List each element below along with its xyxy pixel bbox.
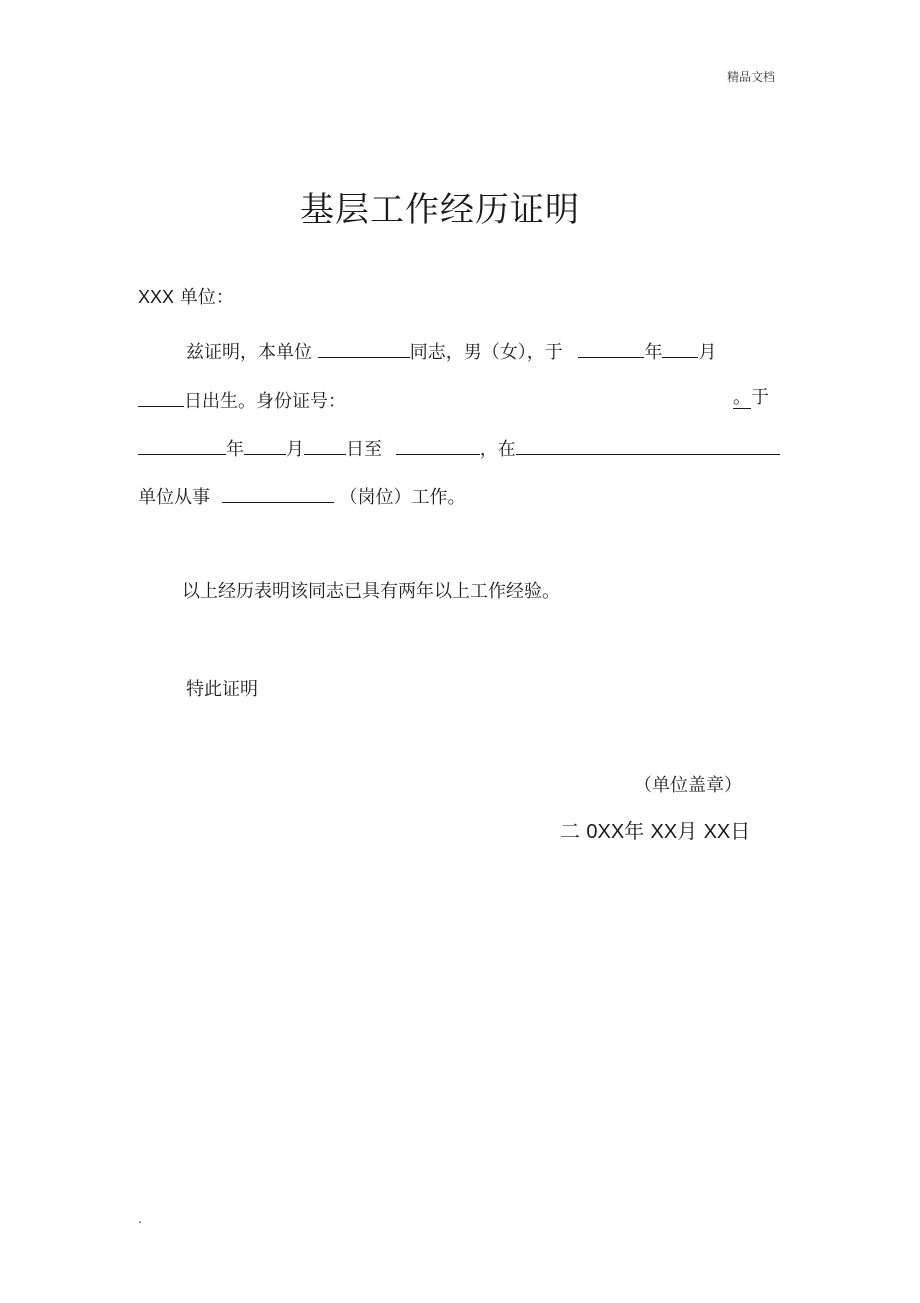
start-day-blank[interactable] [304,434,346,455]
para1-text-5: 日出生。身份证号： [184,391,346,412]
experience-statement: 以上经历表明该同志已具有两年以上工作经验。 [182,581,560,602]
position-blank[interactable] [222,482,334,503]
date-prefix: 二 [560,819,580,843]
para1-text-3: 年 [644,342,663,363]
date-line [560,818,750,845]
date-day: XX [703,821,731,843]
start-month-blank[interactable] [244,434,286,455]
id-number-end-mark: 。 [733,387,751,408]
certificate-line-4 [138,482,465,510]
para1-text-13: （岗位）工作。 [339,487,466,508]
birth-year-blank[interactable] [578,337,644,358]
para1-text-8: 年 [226,439,244,460]
closing-text: 特此证明 [186,679,258,700]
certificate-line-2-end [733,386,769,410]
birth-day-blank[interactable] [138,386,184,407]
addressee-line [138,285,234,310]
para1-text-10: 日至 [346,439,382,460]
para1-text-7: 于 [751,387,769,408]
footer-mark: . [138,1212,142,1226]
date-day-label: 日 [730,819,751,843]
date-year-label: 年 [624,819,645,843]
header-watermark-text: 精品文档 [727,70,776,84]
para1-text-1: 兹证明，本单位 [186,342,312,363]
document-title: 基层工作经历证明 [300,190,580,230]
seal-label: （单位盖章） [634,775,742,796]
addressee-prefix: XXX [138,287,175,307]
end-date-blank[interactable] [396,434,480,455]
date-month-label: 月 [677,819,698,843]
para1-text-2: 同志，男（女），于 [409,342,563,363]
certificate-line-3 [138,434,780,462]
name-blank[interactable] [318,337,410,358]
date-year: 0XX [586,821,625,843]
start-year-blank[interactable] [138,434,226,455]
date-month: XX [650,821,678,843]
certificate-line-2 [138,386,346,414]
para1-text-12: 单位从事 [138,487,210,508]
birth-month-blank[interactable] [662,337,698,358]
para1-text-4: 月 [698,342,717,363]
para1-text-9: 月 [286,439,304,460]
certificate-line-1 [186,337,716,365]
addressee-label: 单位： [179,287,234,308]
work-unit-blank[interactable] [516,434,780,455]
para1-text-11: ，在 [479,439,516,460]
